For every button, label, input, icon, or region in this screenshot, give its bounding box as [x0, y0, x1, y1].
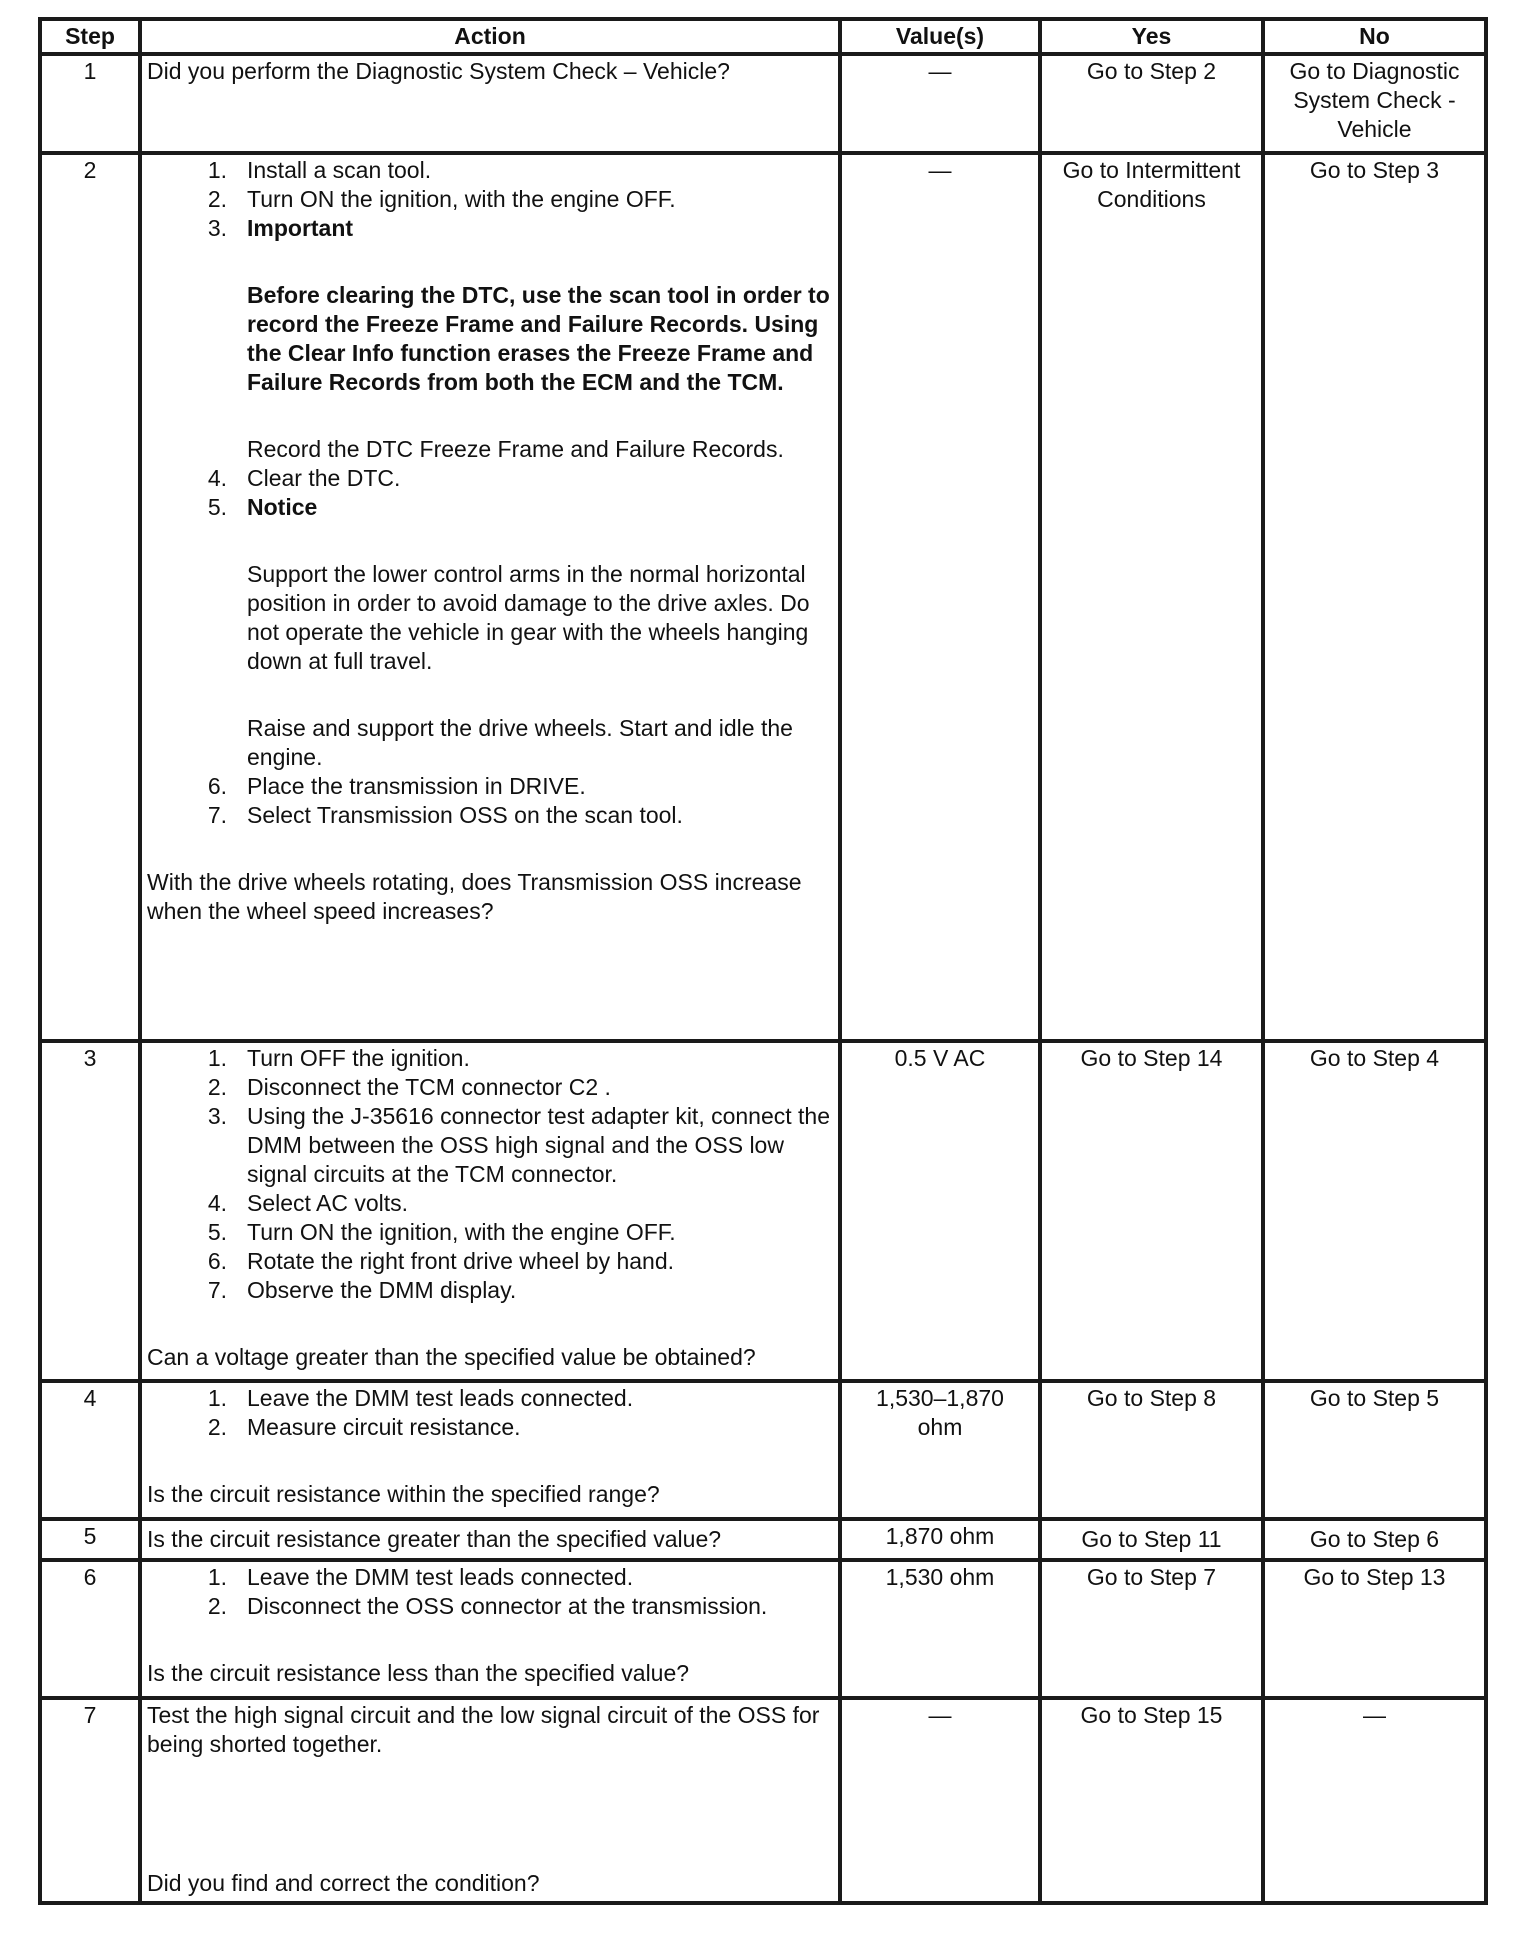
list-item: 6. Place the transmission in DRIVE.	[207, 773, 586, 799]
list-item: 1. Install a scan tool.	[207, 157, 432, 183]
list-item: 4. Clear the DTC.	[207, 465, 401, 491]
value-cell: 0.5 V AC	[840, 1041, 1040, 1381]
table-row	[40, 1381, 1486, 1519]
procedure-list	[147, 1044, 833, 1305]
list-item: 2. Disconnect the TCM connector C2 .	[207, 1074, 611, 1100]
no-cell: Go to Step 3	[1263, 153, 1486, 1041]
value-cell: 1,530 ohm	[840, 1560, 1040, 1698]
table-row	[40, 1560, 1486, 1698]
step-number: 7	[40, 1698, 140, 1903]
table-row	[40, 1698, 1486, 1903]
step-number: 2	[40, 153, 140, 1041]
header-row	[40, 19, 1486, 54]
question-text: With the drive wheels rotating, does Transmission OSS increase when the wheel speed increases?	[147, 869, 802, 924]
procedure-list	[147, 156, 833, 243]
list-item: 5. Notice	[207, 494, 318, 520]
list-item: 1. Turn OFF the ignition.	[207, 1045, 470, 1071]
yes-cell: Go to Step 14	[1040, 1041, 1263, 1381]
list-item: 4. Select AC volts.	[207, 1190, 409, 1216]
list-item: 3. Important	[207, 215, 354, 241]
step-number: 6	[40, 1560, 140, 1698]
list-item: 2. Disconnect the OSS connector at the transmission.	[207, 1593, 768, 1619]
yes-cell: Go to Step 8	[1040, 1381, 1263, 1519]
procedure-list	[147, 464, 833, 522]
action-cell	[140, 54, 840, 153]
value-cell: —	[840, 1698, 1040, 1903]
header-yes: Yes	[1040, 19, 1263, 54]
table-row	[40, 54, 1486, 153]
no-cell: Go to Diagnostic System Check - Vehicle	[1263, 54, 1486, 153]
question-text: Did you find and correct the condition?	[147, 1870, 540, 1896]
table-row	[40, 153, 1486, 1041]
yes-cell: Go to Step 15	[1040, 1698, 1263, 1903]
table-row	[40, 1041, 1486, 1381]
step-number: 5	[40, 1519, 140, 1560]
action-cell	[140, 1041, 840, 1381]
question-text: Is the circuit resistance less than the specified value?	[147, 1660, 690, 1686]
value-cell: 1,530–1,870 ohm	[840, 1381, 1040, 1519]
yes-cell: Go to Intermittent Conditions	[1040, 153, 1263, 1041]
procedure-list	[147, 1384, 833, 1442]
header-values: Value(s)	[840, 19, 1040, 54]
list-item: 2. Measure circuit resistance.	[207, 1414, 521, 1440]
table-row	[40, 1519, 1486, 1560]
no-cell: Go to Step 13	[1263, 1560, 1486, 1698]
list-item: 3. Using the J-35616 connector test adapter kit, connect the DMM between the OSS high signal and the OSS low signal circuits at the TCM connector.	[207, 1103, 831, 1187]
step-number: 1	[40, 54, 140, 153]
list-item: 6. Rotate the right front drive wheel by hand.	[207, 1248, 675, 1274]
list-item: 7. Observe the DMM display.	[207, 1277, 517, 1303]
question-text: Is the circuit resistance within the specified range?	[147, 1481, 660, 1507]
header-step: Step	[40, 19, 140, 54]
raise-instruction: Raise and support the drive wheels. Start and idle the engine.	[247, 715, 793, 770]
header-no: No	[1263, 19, 1486, 54]
yes-cell: Go to Step 11	[1040, 1519, 1263, 1560]
step-number: 3	[40, 1041, 140, 1381]
action-cell	[140, 1381, 840, 1519]
value-cell: —	[840, 54, 1040, 153]
step-number: 4	[40, 1381, 140, 1519]
procedure-list	[147, 1563, 833, 1621]
list-item: 1. Leave the DMM test leads connected.	[207, 1564, 634, 1590]
list-item: 2. Turn ON the ignition, with the engine OFF.	[207, 186, 676, 212]
list-item: 7. Select Transmission OSS on the scan tool.	[207, 802, 683, 828]
intro-text: Test the high signal circuit and the low signal circuit of the OSS for being shorted together.	[147, 1702, 820, 1757]
list-item: 1. Leave the DMM test leads connected.	[207, 1385, 634, 1411]
notice-note: Support the lower control arms in the normal horizontal position in order to avoid damage to the drive axles. Do not operate the vehicle in gear with the wheels hanging down at full travel.	[247, 561, 810, 674]
no-cell: Go to Step 5	[1263, 1381, 1486, 1519]
record-instruction: Record the DTC Freeze Frame and Failure Records.	[247, 436, 784, 462]
action-cell	[140, 153, 840, 1041]
list-item: 5. Turn ON the ignition, with the engine OFF.	[207, 1219, 676, 1245]
header-action: Action	[140, 19, 840, 54]
action-cell	[140, 1519, 840, 1560]
value-cell: 1,870 ohm	[840, 1519, 1040, 1560]
important-note: Before clearing the DTC, use the scan tool in order to record the Freeze Frame and Failure Records. Using the Clear Info function erases the Freeze Frame and Failure Records from both the ECM and the TCM.	[247, 282, 830, 395]
yes-cell: Go to Step 7	[1040, 1560, 1263, 1698]
no-cell: Go to Step 6	[1263, 1519, 1486, 1560]
no-cell: —	[1263, 1698, 1486, 1903]
question-text: Is the circuit resistance greater than the specified value?	[147, 1526, 722, 1552]
procedure-list	[147, 772, 833, 830]
question-text: Did you perform the Diagnostic System Check – Vehicle?	[147, 58, 730, 84]
no-cell: Go to Step 4	[1263, 1041, 1486, 1381]
action-cell	[140, 1560, 840, 1698]
action-cell	[140, 1698, 840, 1903]
diagnostic-table	[38, 17, 1488, 1905]
yes-cell: Go to Step 2	[1040, 54, 1263, 153]
value-cell: —	[840, 153, 1040, 1041]
question-text: Can a voltage greater than the specified value be obtained?	[147, 1344, 756, 1370]
